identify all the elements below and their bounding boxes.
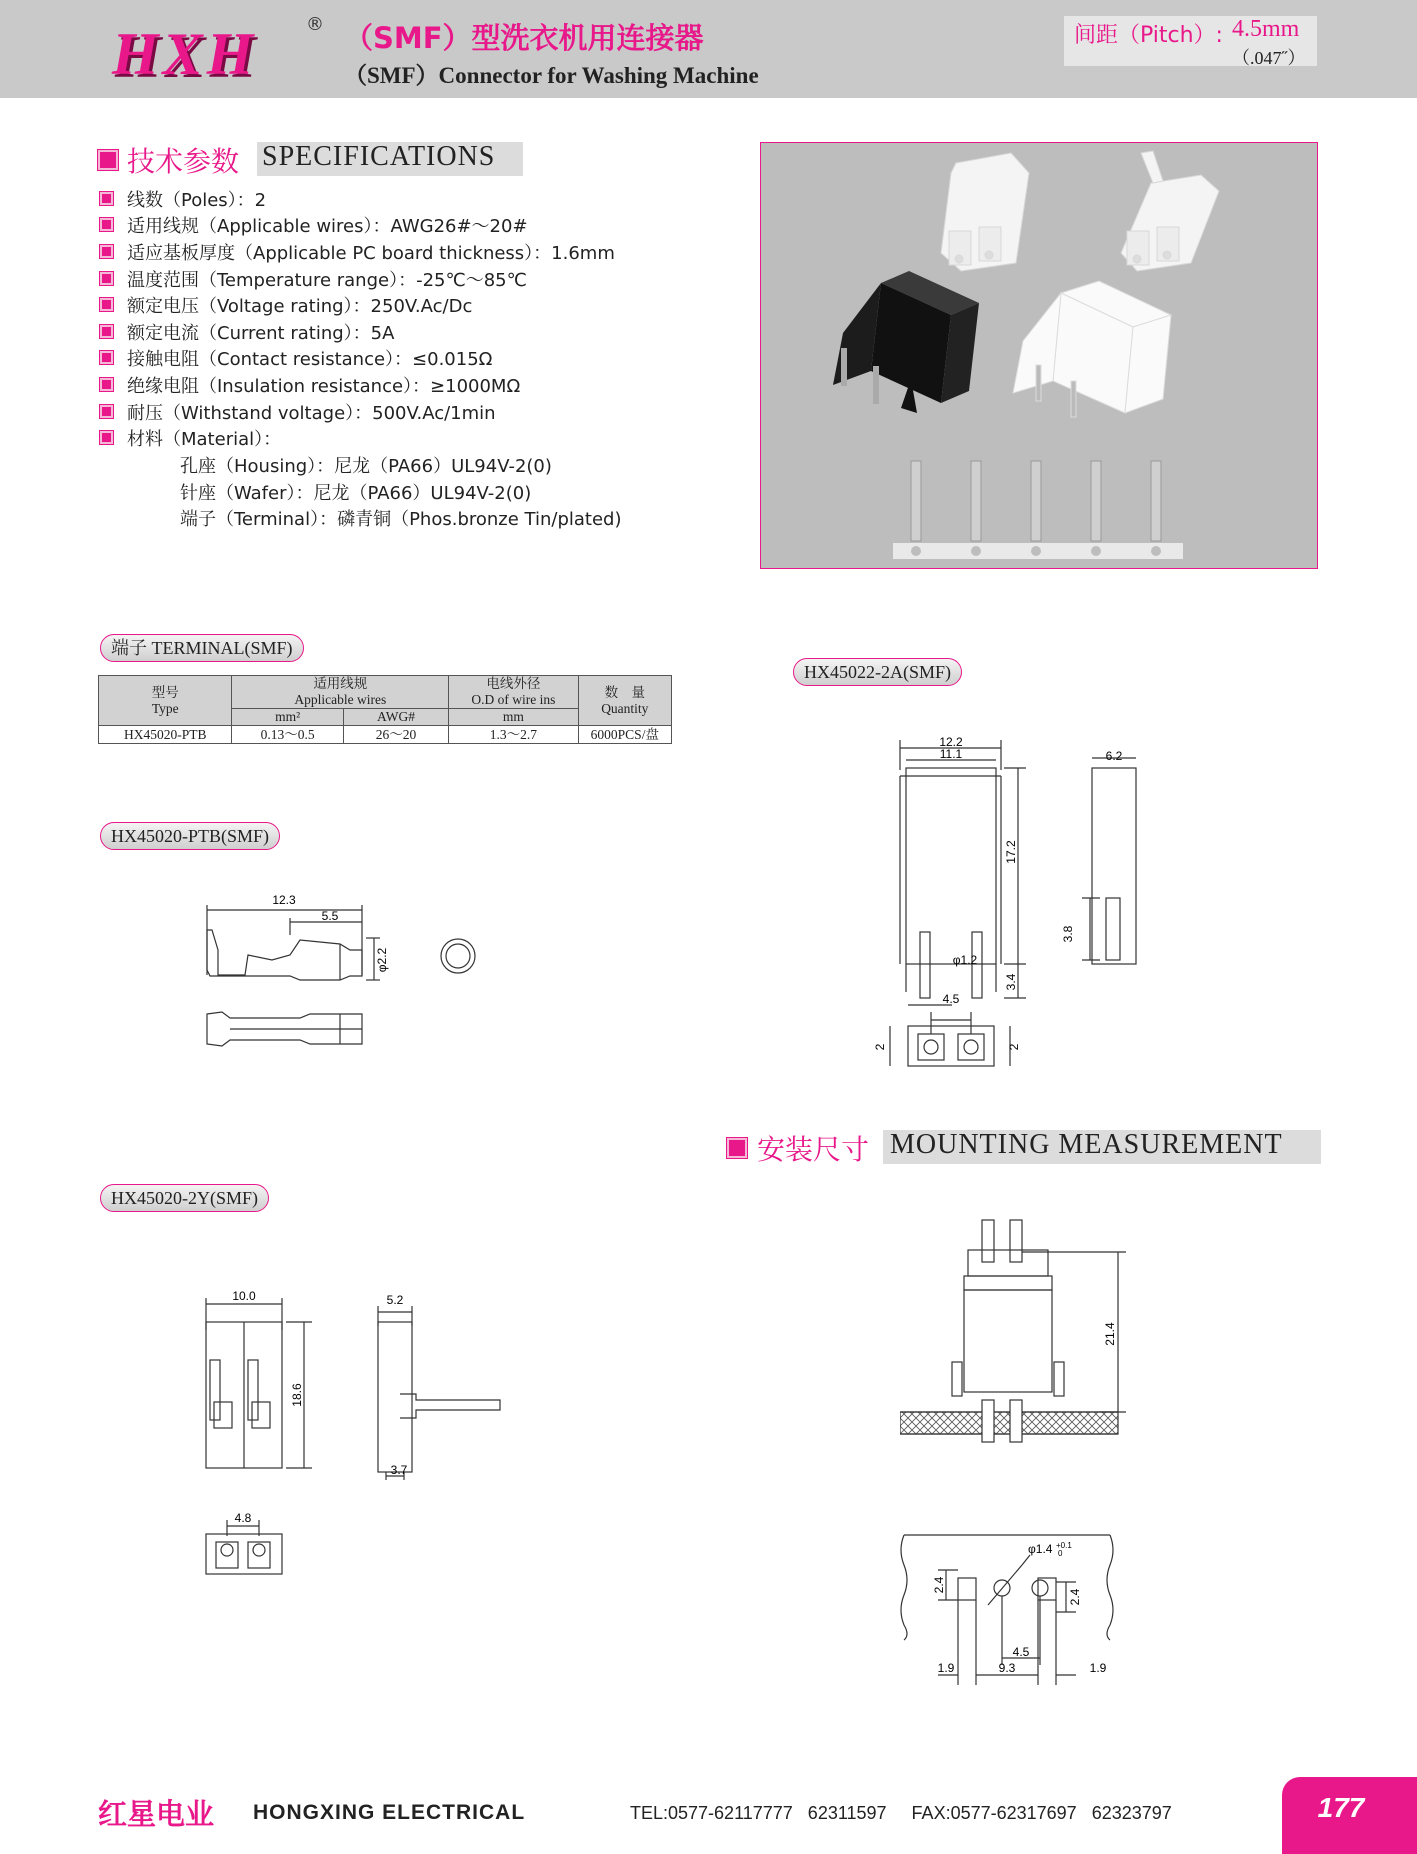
y2-label: HX45020-2Y(SMF) xyxy=(100,1184,269,1212)
dim-text: 12.2 xyxy=(939,735,963,749)
table-row xyxy=(99,726,672,744)
cell-type: HX45020-PTB xyxy=(99,726,232,744)
spec-item: 适应基板厚度（Applicable PC board thickness）：1.6mm xyxy=(127,243,615,264)
black-wafer-photo xyxy=(833,271,979,413)
header-qty-en: Quantity xyxy=(601,700,649,716)
spec-item: 线数（Poles）：2 xyxy=(127,190,267,211)
footer-company-cn: 红星电业 xyxy=(98,1797,215,1831)
y2-drawing xyxy=(190,1270,520,1590)
spec-item: 材料（Material）： xyxy=(127,429,282,450)
material-item: 端子（Terminal）：磷青铜（Phos.bronze Tin/plated) xyxy=(180,509,622,530)
footer-company-en: HONGXING ELECTRICAL xyxy=(253,1801,526,1824)
dim-text: 18.6 xyxy=(290,1383,304,1407)
list-bullet-icon xyxy=(100,272,113,285)
mount-heading-cn: 安装尺寸 xyxy=(757,1133,870,1166)
header-awg: AWG# xyxy=(343,709,448,726)
dim-text: 5.2 xyxy=(386,1293,404,1307)
a2-drawing xyxy=(860,720,1180,1080)
dim-text: 4.8 xyxy=(234,1511,252,1525)
dim-text: 12.3 xyxy=(272,893,296,907)
header-od xyxy=(449,676,578,709)
brand-logo: HXH xyxy=(112,21,258,87)
header-od-cn: 电线外径 xyxy=(486,676,541,691)
dim-text: 2 xyxy=(1007,1043,1021,1051)
header-type-en: Type xyxy=(151,700,179,716)
dim-text: φ2.2 xyxy=(375,947,389,973)
spec-item: 温度范围（Temperature range）：-25℃～85℃ xyxy=(127,270,527,291)
dim-text: 2 xyxy=(873,1043,887,1051)
dim-text: 6.2 xyxy=(1105,749,1123,763)
housing-photo xyxy=(941,153,1029,271)
housing-latch-photo xyxy=(1121,151,1219,271)
title-english: （SMF）Connector for Washing Machine xyxy=(344,63,759,88)
dim-text: 0 xyxy=(1058,1549,1063,1558)
cell-mm2: 0.13～0.5 xyxy=(232,726,343,744)
spec-item: 耐压（Withstand voltage）：500V.Ac/1min xyxy=(127,403,496,424)
dim-text: 3.7 xyxy=(390,1463,408,1477)
cell-qty: 6000PCS/盘 xyxy=(578,726,671,744)
terminal-label: 端子 TERMINAL(SMF) xyxy=(100,634,304,662)
header-type xyxy=(99,676,232,726)
material-item: 孔座（Housing）：尼龙（PA66）UL94V-2(0) xyxy=(180,456,552,477)
spec-item: 适用线规（Applicable wires）：AWG26#～20# xyxy=(127,216,528,237)
pitch-label: 间距（Pitch）: xyxy=(1074,23,1223,48)
dim-text: 1.9 xyxy=(1089,1661,1107,1675)
list-bullet-icon xyxy=(100,378,113,391)
pitch-value: 4.5mm xyxy=(1232,16,1300,42)
dim-text: φ1.2 xyxy=(952,953,978,967)
dim-text: 1.9 xyxy=(937,1661,955,1675)
dim-text: 4.5 xyxy=(942,992,960,1006)
dim-text: 10.0 xyxy=(232,1289,256,1303)
spec-heading-en: SPECIFICATIONS xyxy=(262,141,496,172)
list-bullet-icon xyxy=(100,351,113,364)
dim-text: +0.1 xyxy=(1056,1541,1072,1550)
dim-text: 3.8 xyxy=(1061,925,1075,943)
header-mm2: mm² xyxy=(232,709,343,726)
cell-od: 1.3～2.7 xyxy=(449,726,578,744)
header-qty xyxy=(578,676,671,726)
header-qty-cn: 数 量 xyxy=(604,684,646,700)
spec-item: 额定电压（Voltage rating）：250V.Ac/Dc xyxy=(127,296,473,317)
mount-heading-en: MOUNTING MEASUREMENT xyxy=(890,1129,1283,1160)
product-photo xyxy=(760,142,1318,569)
material-item: 针座（Wafer）：尼龙（PA66）UL94V-2(0) xyxy=(180,483,532,504)
header-mm: mm xyxy=(449,709,578,726)
registered-mark: ® xyxy=(306,14,324,35)
terminal-strip-photo xyxy=(893,461,1183,559)
ptb-label: HX45020-PTB(SMF) xyxy=(100,822,280,850)
list-bullet-icon xyxy=(100,218,113,231)
dim-text: 5.5 xyxy=(321,909,339,923)
dim-text: φ1.4 xyxy=(1028,1542,1053,1556)
dim-text: 21.4 xyxy=(1103,1322,1117,1346)
cell-awg: 26～20 xyxy=(343,726,448,744)
header-od-en: O.D of wire ins xyxy=(471,692,556,707)
spec-item: 额定电流（Current rating）：5A xyxy=(127,323,395,344)
header-type-cn: 型号 xyxy=(151,684,179,700)
title-chinese: （SMF）型洗衣机用连接器 xyxy=(344,21,704,55)
dim-text: 11.1 xyxy=(939,747,963,761)
list-bullet-icon xyxy=(100,298,113,311)
white-wafer-photo xyxy=(1013,281,1171,417)
ptb-drawing xyxy=(190,880,510,1060)
footer-contact: TEL:0577-62117777 62311597 FAX:0577-62317697 62323797 xyxy=(630,1803,1172,1823)
dim-text: 2.4 xyxy=(1068,1588,1082,1606)
page-number: 177 xyxy=(1317,1792,1365,1823)
section-bullet-icon xyxy=(727,1138,747,1158)
spec-item: 绝缘电阻（Insulation resistance）：≥1000MΩ xyxy=(127,376,521,397)
terminal-table xyxy=(98,675,672,744)
list-bullet-icon xyxy=(100,405,113,418)
list-bullet-icon xyxy=(100,192,113,205)
list-bullet-icon xyxy=(100,431,113,444)
dim-text: 2.4 xyxy=(932,1576,946,1594)
header-wires xyxy=(232,676,449,709)
header-wires-cn: 适用线规 xyxy=(313,676,368,691)
a2-label: HX45022-2A(SMF) xyxy=(793,658,962,686)
mounting-drawing xyxy=(900,1210,1320,1700)
section-bullet-icon xyxy=(98,150,118,170)
spec-heading-cn: 技术参数 xyxy=(127,145,240,178)
dim-text: 17.2 xyxy=(1004,840,1018,864)
dim-text: 4.5 xyxy=(1012,1645,1030,1659)
pitch-inch: （.047˝） xyxy=(1232,48,1306,68)
dim-text: 9.3 xyxy=(998,1661,1016,1675)
header-wires-en: Applicable wires xyxy=(294,692,387,707)
list-bullet-icon xyxy=(100,325,113,338)
dim-text: 3.4 xyxy=(1004,973,1018,991)
list-bullet-icon xyxy=(100,245,113,258)
spec-item: 接触电阻（Contact resistance）：≤0.015Ω xyxy=(127,349,493,370)
